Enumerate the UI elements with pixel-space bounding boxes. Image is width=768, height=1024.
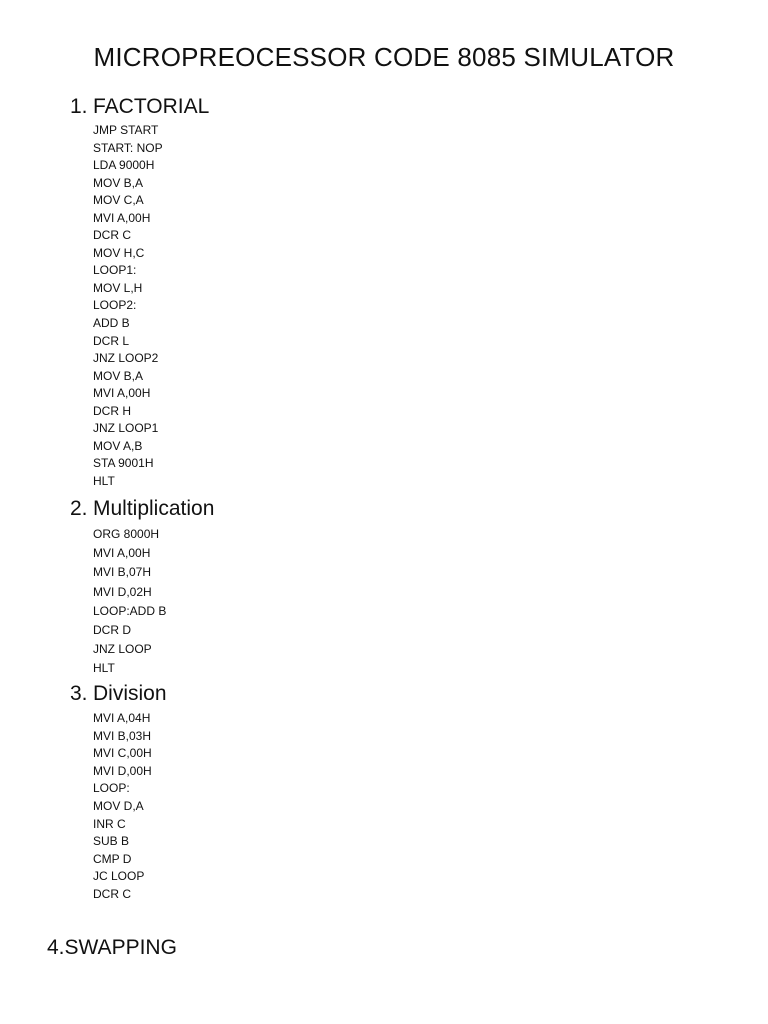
code-line: DCR L bbox=[93, 333, 130, 348]
code-line: LOOP1: bbox=[93, 263, 137, 278]
code-line: MOV A,B bbox=[93, 438, 143, 453]
code-line: DCR C bbox=[93, 228, 131, 243]
section-title: Division bbox=[93, 682, 167, 705]
code-line: MOV H,C bbox=[93, 245, 145, 260]
code-line: JNZ LOOP1 bbox=[93, 421, 159, 436]
section-heading-division bbox=[70, 681, 167, 707]
code-line: MVI D,02H bbox=[93, 584, 152, 599]
code-line: JNZ LOOP bbox=[93, 642, 152, 657]
code-line: STA 9001H bbox=[93, 456, 154, 471]
code-line: MVI A,00H bbox=[93, 386, 151, 401]
code-line: DCR C bbox=[93, 886, 131, 901]
code-line: JMP START bbox=[93, 123, 159, 137]
code-line: DCR D bbox=[93, 622, 131, 637]
code-line: MVI A,00H bbox=[93, 210, 151, 225]
section-title: FACTORIAL bbox=[93, 95, 210, 118]
section-title: Multiplication bbox=[93, 497, 215, 520]
code-line: MVI A,00H bbox=[93, 546, 151, 561]
code-line: MOV B,A bbox=[93, 175, 144, 190]
section-number: 2. bbox=[70, 497, 88, 520]
code-line: START: NOP bbox=[93, 140, 163, 155]
code-line: MVI D,00H bbox=[93, 763, 152, 778]
section-number: 1. bbox=[70, 95, 88, 118]
code-block-division bbox=[93, 710, 152, 904]
code-line: MOV D,A bbox=[93, 798, 144, 813]
code-line: MVI A,04H bbox=[93, 711, 151, 725]
code-line: LOOP:ADD B bbox=[93, 603, 167, 618]
code-block-multiplication bbox=[93, 525, 166, 679]
section-heading-factorial bbox=[70, 94, 209, 120]
code-line: JNZ LOOP2 bbox=[93, 351, 159, 366]
page-title: MICROPREOCESSOR CODE 8085 SIMULATOR bbox=[93, 42, 675, 72]
code-line: LOOP2: bbox=[93, 298, 137, 313]
code-line: MOV L,H bbox=[93, 280, 143, 295]
code-block-factorial bbox=[93, 122, 163, 490]
code-line: MVI C,00H bbox=[93, 746, 152, 761]
code-line: LOOP: bbox=[93, 781, 130, 796]
section-number: 3. bbox=[70, 682, 88, 705]
code-line: MVI B,07H bbox=[93, 565, 152, 580]
code-line: HLT bbox=[93, 473, 115, 488]
section-heading-swapping: 4.SWAPPING bbox=[47, 936, 177, 959]
code-line: MOV B,A bbox=[93, 368, 144, 383]
code-line: ORG 8000H bbox=[93, 527, 160, 541]
code-line: ADD B bbox=[93, 316, 130, 331]
code-line: SUB B bbox=[93, 834, 130, 849]
code-line: HLT bbox=[93, 661, 115, 676]
code-line: INR C bbox=[93, 816, 126, 831]
section-heading-multiplication bbox=[70, 496, 214, 522]
code-line: DCR H bbox=[93, 403, 131, 418]
code-line: JC LOOP bbox=[93, 869, 145, 884]
code-line: CMP D bbox=[93, 851, 132, 866]
code-line: LDA 9000H bbox=[93, 158, 155, 173]
code-line: MOV C,A bbox=[93, 193, 144, 208]
code-line: MVI B,03H bbox=[93, 728, 152, 743]
